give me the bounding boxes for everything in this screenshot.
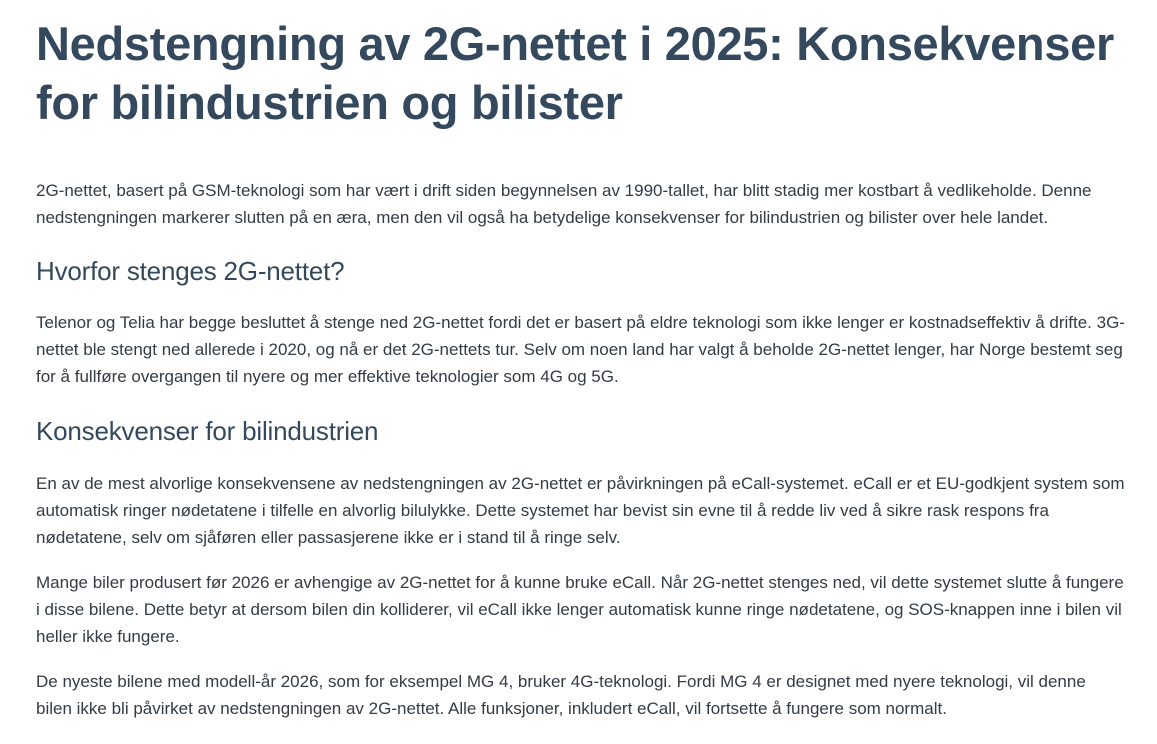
section-why	[36, 254, 1126, 390]
section-consequences	[36, 414, 1126, 722]
section-paragraph: De nyeste bilene med modell-år 2026, som for eksempel MG 4, bruker 4G-teknologi. Fordi MG 4 er designet med nyere teknologi, vil denne bilen ikke bli påvirket av nedstengningen av 2G-nettet. Alle funksjoner, inkludert eCall, vil fortsette å fungere som normalt.	[36, 672, 1086, 718]
article-title: Nedstengning av 2G-nettet i 2025: Konsekvenser for bilindustrien og bilister	[36, 17, 1114, 129]
section-paragraph: Mange biler produsert før 2026 er avhengige av 2G-nettet for å kunne bruke eCall. Når 2G-nettet stenges ned, vil dette systemet slutte å fungere i disse bilene. Dette betyr at dersom bilen din kolliderer, vil eCall ikke lenger automatisk kunne ringe nødetatene, og SOS-knappen inne i bilen vil heller ikke fungere.	[36, 573, 1124, 646]
intro-paragraph: 2G-nettet, basert på GSM-teknologi som har vært i drift siden begynnelsen av 1990-tallet, har blitt stadig mer kostbart å vedlikeholde. Denne nedstengningen markerer slutten på en æra, men den vil også ha betydelige konsekvenser for bilindustrien og bilister over hele landet.	[36, 181, 1092, 227]
section-paragraph: En av de mest alvorlige konsekvensene av nedstengningen av 2G-nettet er påvirkningen på eCall-systemet. eCall er et EU-godkjent system som automatisk ringer nødetatene i tilfelle en alvorlig bilulykke. Dette systemet har bevist sin evne til å redde liv ved å sikre rask respons fra nødetatene, selv om sjåføren eller passasjerene ikke er i stand til å ringe selv.	[36, 474, 1125, 547]
section-heading-why: Hvorfor stenges 2G-nettet?	[36, 256, 345, 286]
section-heading-consequences: Konsekvenser for bilindustrien	[36, 416, 379, 446]
section-paragraph: Telenor og Telia har begge besluttet å stenge ned 2G-nettet fordi det er basert på eldre teknologi som ikke lenger er kostnadseffektiv å drifte. 3G-nettet ble stengt ned allerede i 2020, og nå er det 2G-nettets tur. Selv om noen land har valgt å beholde 2G-nettet lenger, har Norge bestemt seg for å fullføre overgangen til nyere og mer effektive teknologier som 4G og 5G.	[36, 313, 1125, 386]
